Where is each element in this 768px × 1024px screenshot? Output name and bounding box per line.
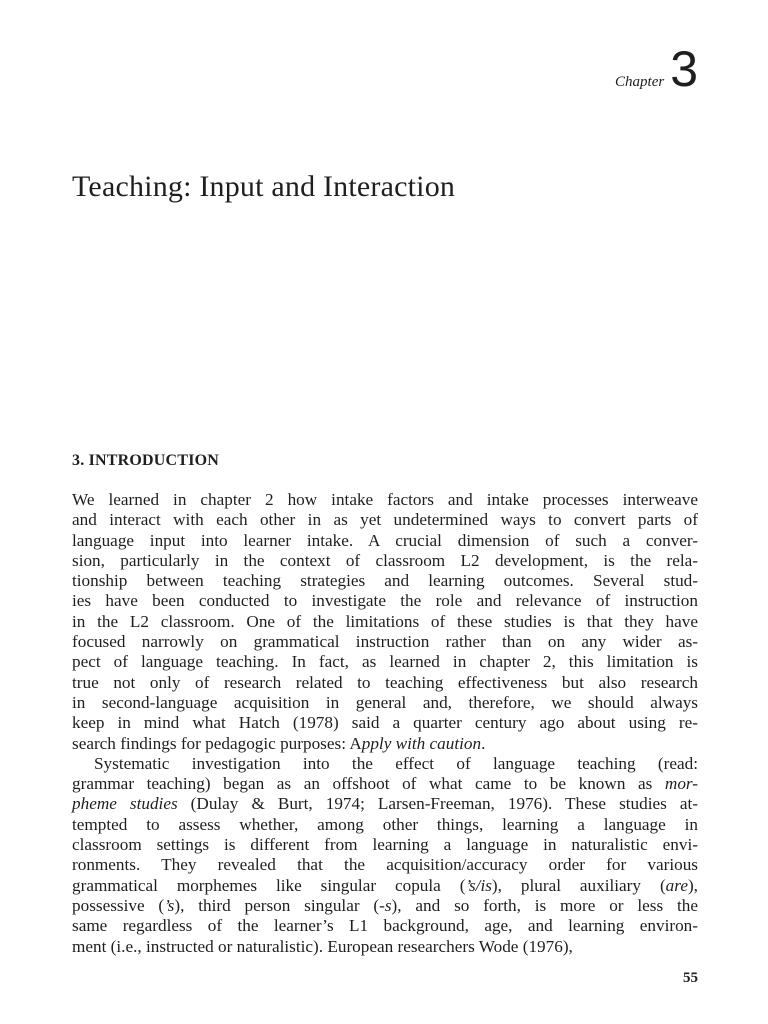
- page-number: 55: [683, 970, 698, 986]
- text-line: [72, 794, 698, 814]
- text-run: ies have been conducted to investigate the role and relevance of instruction: [72, 591, 698, 611]
- italic-text: ’s: [164, 895, 175, 915]
- text-run: ), third person singular (: [174, 895, 380, 915]
- italic-text: are: [665, 875, 688, 895]
- text-line: [72, 713, 698, 733]
- text-run: .: [481, 733, 486, 753]
- section-heading: 3. INTRODUCTION: [72, 452, 220, 469]
- text-run: sion, particularly in the context of classroom L2 development, is the rela-: [72, 550, 698, 570]
- text-run: focused narrowly on grammatical instruction rather than on any wider as-: [72, 632, 698, 652]
- text-run: ), and so forth, is more or less the: [391, 895, 698, 915]
- text-run: in second-language acquisition in general and, therefore, we should always: [72, 692, 698, 712]
- text-line: [72, 876, 698, 896]
- text-run: language input into learner intake. A crucial dimension of such a conver-: [72, 530, 698, 550]
- text-line: [72, 774, 698, 794]
- text-line: [72, 896, 698, 916]
- text-run: keep in mind what Hatch (1978) said a quarter century ago about using re-: [72, 713, 698, 733]
- text-line: [72, 652, 698, 672]
- italic-text: ’s/is: [465, 875, 492, 895]
- chapter-label: Chapter: [615, 74, 665, 90]
- italic-text: mor-: [664, 774, 698, 794]
- text-run: tionship between teaching strategies and learning outcomes. Several stud-: [72, 571, 698, 591]
- text-run: Systematic investigation into the effect of language teaching (read:: [94, 753, 698, 773]
- text-line: [72, 693, 698, 713]
- italic-text: pheme studies: [72, 794, 178, 814]
- text-run: classroom settings is different from learning a language in naturalistic envi-: [72, 835, 698, 855]
- text-line: [72, 571, 698, 591]
- text-run: ), plural auxiliary (: [491, 875, 666, 895]
- italic-text: pply with caution: [361, 733, 482, 753]
- text-line: [72, 673, 698, 693]
- text-run: pect of language teaching. In fact, as learned in chapter 2, this limitation is: [72, 652, 698, 672]
- body-text: [72, 490, 698, 957]
- text-run: same regardless of the learner’s L1 background, age, and learning environ-: [72, 916, 698, 936]
- text-run: (Dulay & Burt, 1974; Larsen-Freeman, 1976). These studies at-: [177, 794, 698, 814]
- text-run: possessive (: [72, 895, 165, 915]
- text-run: grammatical morphemes like singular copula (: [72, 875, 466, 895]
- text-line: [72, 510, 698, 530]
- text-line: [72, 835, 698, 855]
- text-line: [72, 551, 698, 571]
- text-line: [72, 632, 698, 652]
- chapter-marker: [615, 41, 698, 97]
- paragraph: [72, 490, 698, 754]
- italic-text: -s: [379, 895, 392, 915]
- text-line: [72, 855, 698, 875]
- text-run: We learned in chapter 2 how intake factors and intake processes interweave: [72, 490, 698, 509]
- text-line: [72, 591, 698, 611]
- paragraph: [72, 754, 698, 957]
- text-line: [72, 531, 698, 551]
- text-run: ment (i.e., instructed or naturalistic). European researchers Wode (1976),: [72, 936, 573, 956]
- text-line: [72, 612, 698, 632]
- text-line: [72, 490, 698, 510]
- text-run: and interact with each other in as yet undetermined ways to convert parts of: [72, 510, 698, 530]
- text-line: [72, 754, 698, 774]
- chapter-number: 3: [670, 41, 698, 97]
- text-run: ),: [687, 875, 698, 895]
- text-line: [72, 734, 698, 754]
- text-run: tempted to assess whether, among other things, learning a language in: [72, 814, 698, 834]
- text-run: true not only of research related to teaching effectiveness but also research: [72, 672, 698, 692]
- text-line: [72, 916, 698, 936]
- text-run: search findings for pedagogic purposes: A: [72, 733, 362, 753]
- text-run: ronments. They revealed that the acquisition/accuracy order for various: [72, 855, 698, 875]
- text-line: [72, 815, 698, 835]
- text-line: [72, 937, 698, 957]
- text-run: grammar teaching) began as an offshoot of what came to be known as: [72, 774, 665, 794]
- text-run: in the L2 classroom. One of the limitations of these studies is that they have: [72, 611, 698, 631]
- chapter-title: Teaching: Input and Interaction: [72, 170, 456, 203]
